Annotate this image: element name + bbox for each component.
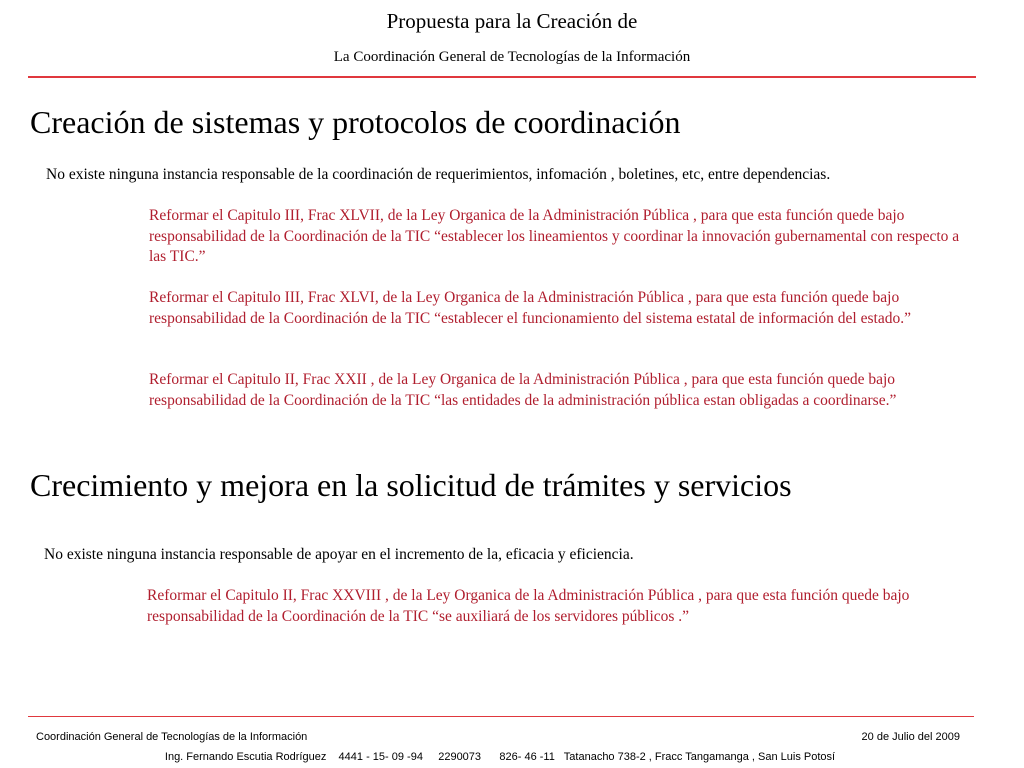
footer-date: 20 de Julio del 2009 bbox=[861, 731, 960, 743]
proposal-item: Reformar el Capitulo III, Frac XLVI, de la Ley Organica de la Administración Pública , para que esta función quede bajo responsabilidad de la Coordinación de la TIC “establecer el funcionamiento del sistema estatal de información del estado.” bbox=[149, 289, 911, 327]
footer-contact: Ing. Fernando Escutia Rodríguez 4441 - 15- 09 -94 2290073 826- 46 -11 Tatanacho 738-2 , Fracc Tangamanga , San Luis Potosí bbox=[164, 751, 836, 763]
proposal-item: Reformar el Capitulo II, Frac XXII , de la Ley Organica de la Administración Pública , para que esta función quede bajo responsabilidad de la Coordinación de la TIC “las entidades de la administración pública estan obligadas a coordinarse.” bbox=[149, 371, 897, 409]
header-divider bbox=[28, 76, 976, 78]
problem-statement-coordination: No existe ninguna instancia responsable de la coordinación de requerimientos, infomación , boletines, etc, entre dependencias. bbox=[46, 166, 831, 183]
problem-statement-services: No existe ninguna instancia responsable de apoyar en el incremento de la, eficacia y eficiencia. bbox=[44, 546, 634, 563]
section-heading-services: Crecimiento y mejora en la solicitud de trámites y servicios bbox=[30, 467, 792, 503]
proposal-item: Reformar el Capitulo II, Frac XXVIII , de la Ley Organica de la Administración Pública , para que esta función quede bajo responsabilidad de la Coordinación de la TIC “se auxiliará de los servidores públicos .” bbox=[147, 587, 910, 625]
section-heading-coordination: Creación de sistemas y protocolos de coordinación bbox=[30, 104, 681, 140]
footer-divider bbox=[28, 716, 974, 717]
header-subtitle: La Coordinación General de Tecnologías de la Información bbox=[333, 49, 691, 65]
proposal-item: Reformar el Capitulo III, Frac XLVII, de la Ley Organica de la Administración Pública , para que esta función quede bajo responsabilidad de la Coordinación de la TIC “establecer los lineamientos y coordinar la innovación gubernamental con respecto a las TIC.” bbox=[149, 207, 960, 265]
header-title: Propuesta para la Creación de bbox=[386, 9, 638, 33]
footer-organization: Coordinación General de Tecnologías de la Información bbox=[36, 731, 308, 743]
